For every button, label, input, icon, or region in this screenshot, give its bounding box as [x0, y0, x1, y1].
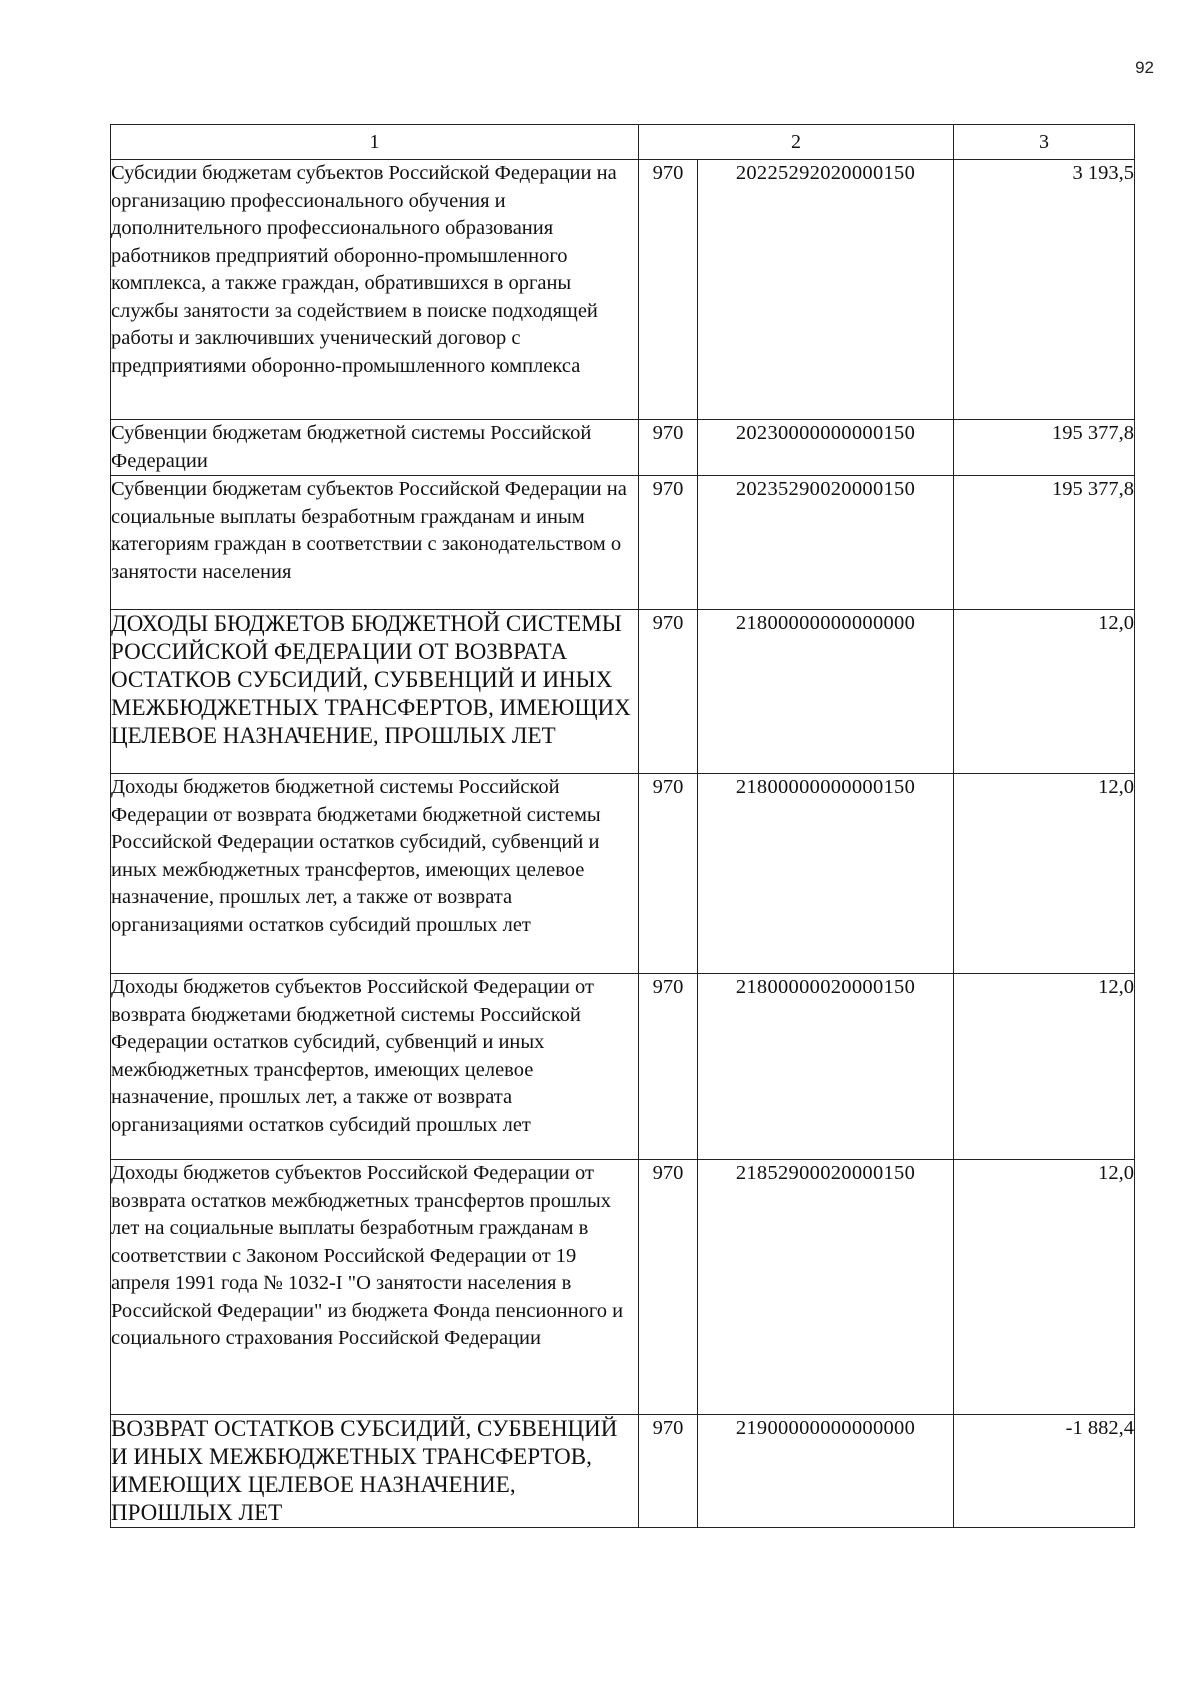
row-sum: 12,0: [954, 610, 1135, 774]
table-row: [111, 974, 1135, 1160]
page-number: 92: [1135, 58, 1154, 77]
row-name: Доходы бюджетов субъектов Российской Федерации от возврата бюджетами бюджетной системы Российской Федерации остатков субсидий, субвенций и иных межбюджетных трансфертов, имеющих целевое назначение, прошлых лет, а также от возврата организациями остатков субсидий прошлых лет: [111, 974, 639, 1160]
row-admin-code: 970: [639, 974, 698, 1160]
column-header-3: 3: [954, 125, 1135, 160]
table-row: [111, 476, 1135, 610]
row-budget-code: 21800000020000150: [698, 974, 954, 1160]
row-name: Субвенции бюджетам бюджетной системы Российской Федерации: [111, 420, 639, 476]
table-row: [111, 774, 1135, 974]
row-sum: 3 193,5: [954, 160, 1135, 420]
row-name: ВОЗВРАТ ОСТАТКОВ СУБСИДИЙ, СУБВЕНЦИЙ И ИНЫХ МЕЖБЮДЖЕТНЫХ ТРАНСФЕРТОВ, ИМЕЮЩИХ ЦЕЛЕВОЕ НАЗНАЧЕНИЕ, ПРОШЛЫХ ЛЕТ: [111, 1415, 639, 1528]
row-sum: 195 377,8: [954, 420, 1135, 476]
budget-revenue-table: [110, 124, 1135, 1528]
row-name: Доходы бюджетов субъектов Российской Федерации от возврата остатков межбюджетных трансфертов прошлых лет на социальные выплаты безработным гражданам в соответствии с Законом Российской Федерации от 19 апреля 1991 года № 1032-I "О занятости населения в Российской Федерации" из бюджета Фонда пенсионного и социального страхования Российской Федерации: [111, 1160, 639, 1415]
row-admin-code: 970: [639, 1415, 698, 1528]
row-admin-code: 970: [639, 420, 698, 476]
row-name: Доходы бюджетов бюджетной системы Российской Федерации от возврата бюджетами бюджетной системы Российской Федерации остатков субсидий, субвенций и иных межбюджетных трансфертов, имеющих целевое назначение, прошлых лет, а также от возврата организациями остатков субсидий прошлых лет: [111, 774, 639, 974]
row-sum: -1 882,4: [954, 1415, 1135, 1528]
row-budget-code: 20235290020000150: [698, 476, 954, 610]
table-row: [111, 610, 1135, 774]
row-sum: 12,0: [954, 974, 1135, 1160]
row-admin-code: 970: [639, 160, 698, 420]
row-sum: 12,0: [954, 1160, 1135, 1415]
row-budget-code: 21852900020000150: [698, 1160, 954, 1415]
row-sum: 195 377,8: [954, 476, 1135, 610]
row-budget-code: 21800000000000150: [698, 774, 954, 974]
column-header-2: 2: [639, 125, 954, 160]
row-budget-code: 20225292020000150: [698, 160, 954, 420]
row-admin-code: 970: [639, 476, 698, 610]
row-admin-code: 970: [639, 1160, 698, 1415]
table-row: [111, 160, 1135, 420]
table-row: [111, 1160, 1135, 1415]
row-budget-code: 21900000000000000: [698, 1415, 954, 1528]
row-admin-code: 970: [639, 610, 698, 774]
column-header-1: 1: [111, 125, 639, 160]
row-name: Субвенции бюджетам субъектов Российской Федерации на социальные выплаты безработным гражданам и иным категориям граждан в соответствии с законодательством о занятости населения: [111, 476, 639, 610]
row-sum: 12,0: [954, 774, 1135, 974]
row-budget-code: 20230000000000150: [698, 420, 954, 476]
table-row: [111, 1415, 1135, 1528]
row-name: Субсидии бюджетам субъектов Российской Федерации на организацию профессионального обучения и дополнительного профессионального образования работников предприятий оборонно-промышленного комплекса, а также граждан, обратившихся в органы службы занятости за содействием в поиске подходящей работы и заключивших ученический договор с предприятиями оборонно-промышленного комплекса: [111, 160, 639, 420]
row-admin-code: 970: [639, 774, 698, 974]
table-header-row: [111, 125, 1135, 160]
row-budget-code: 21800000000000000: [698, 610, 954, 774]
table-row: [111, 420, 1135, 476]
row-name: ДОХОДЫ БЮДЖЕТОВ БЮДЖЕТНОЙ СИСТЕМЫ РОССИЙСКОЙ ФЕДЕРАЦИИ ОТ ВОЗВРАТА ОСТАТКОВ СУБСИДИЙ, СУБВЕНЦИЙ И ИНЫХ МЕЖБЮДЖЕТНЫХ ТРАНСФЕРТОВ, ИМЕЮЩИХ ЦЕЛЕВОЕ НАЗНАЧЕНИЕ, ПРОШЛЫХ ЛЕТ: [111, 610, 639, 774]
